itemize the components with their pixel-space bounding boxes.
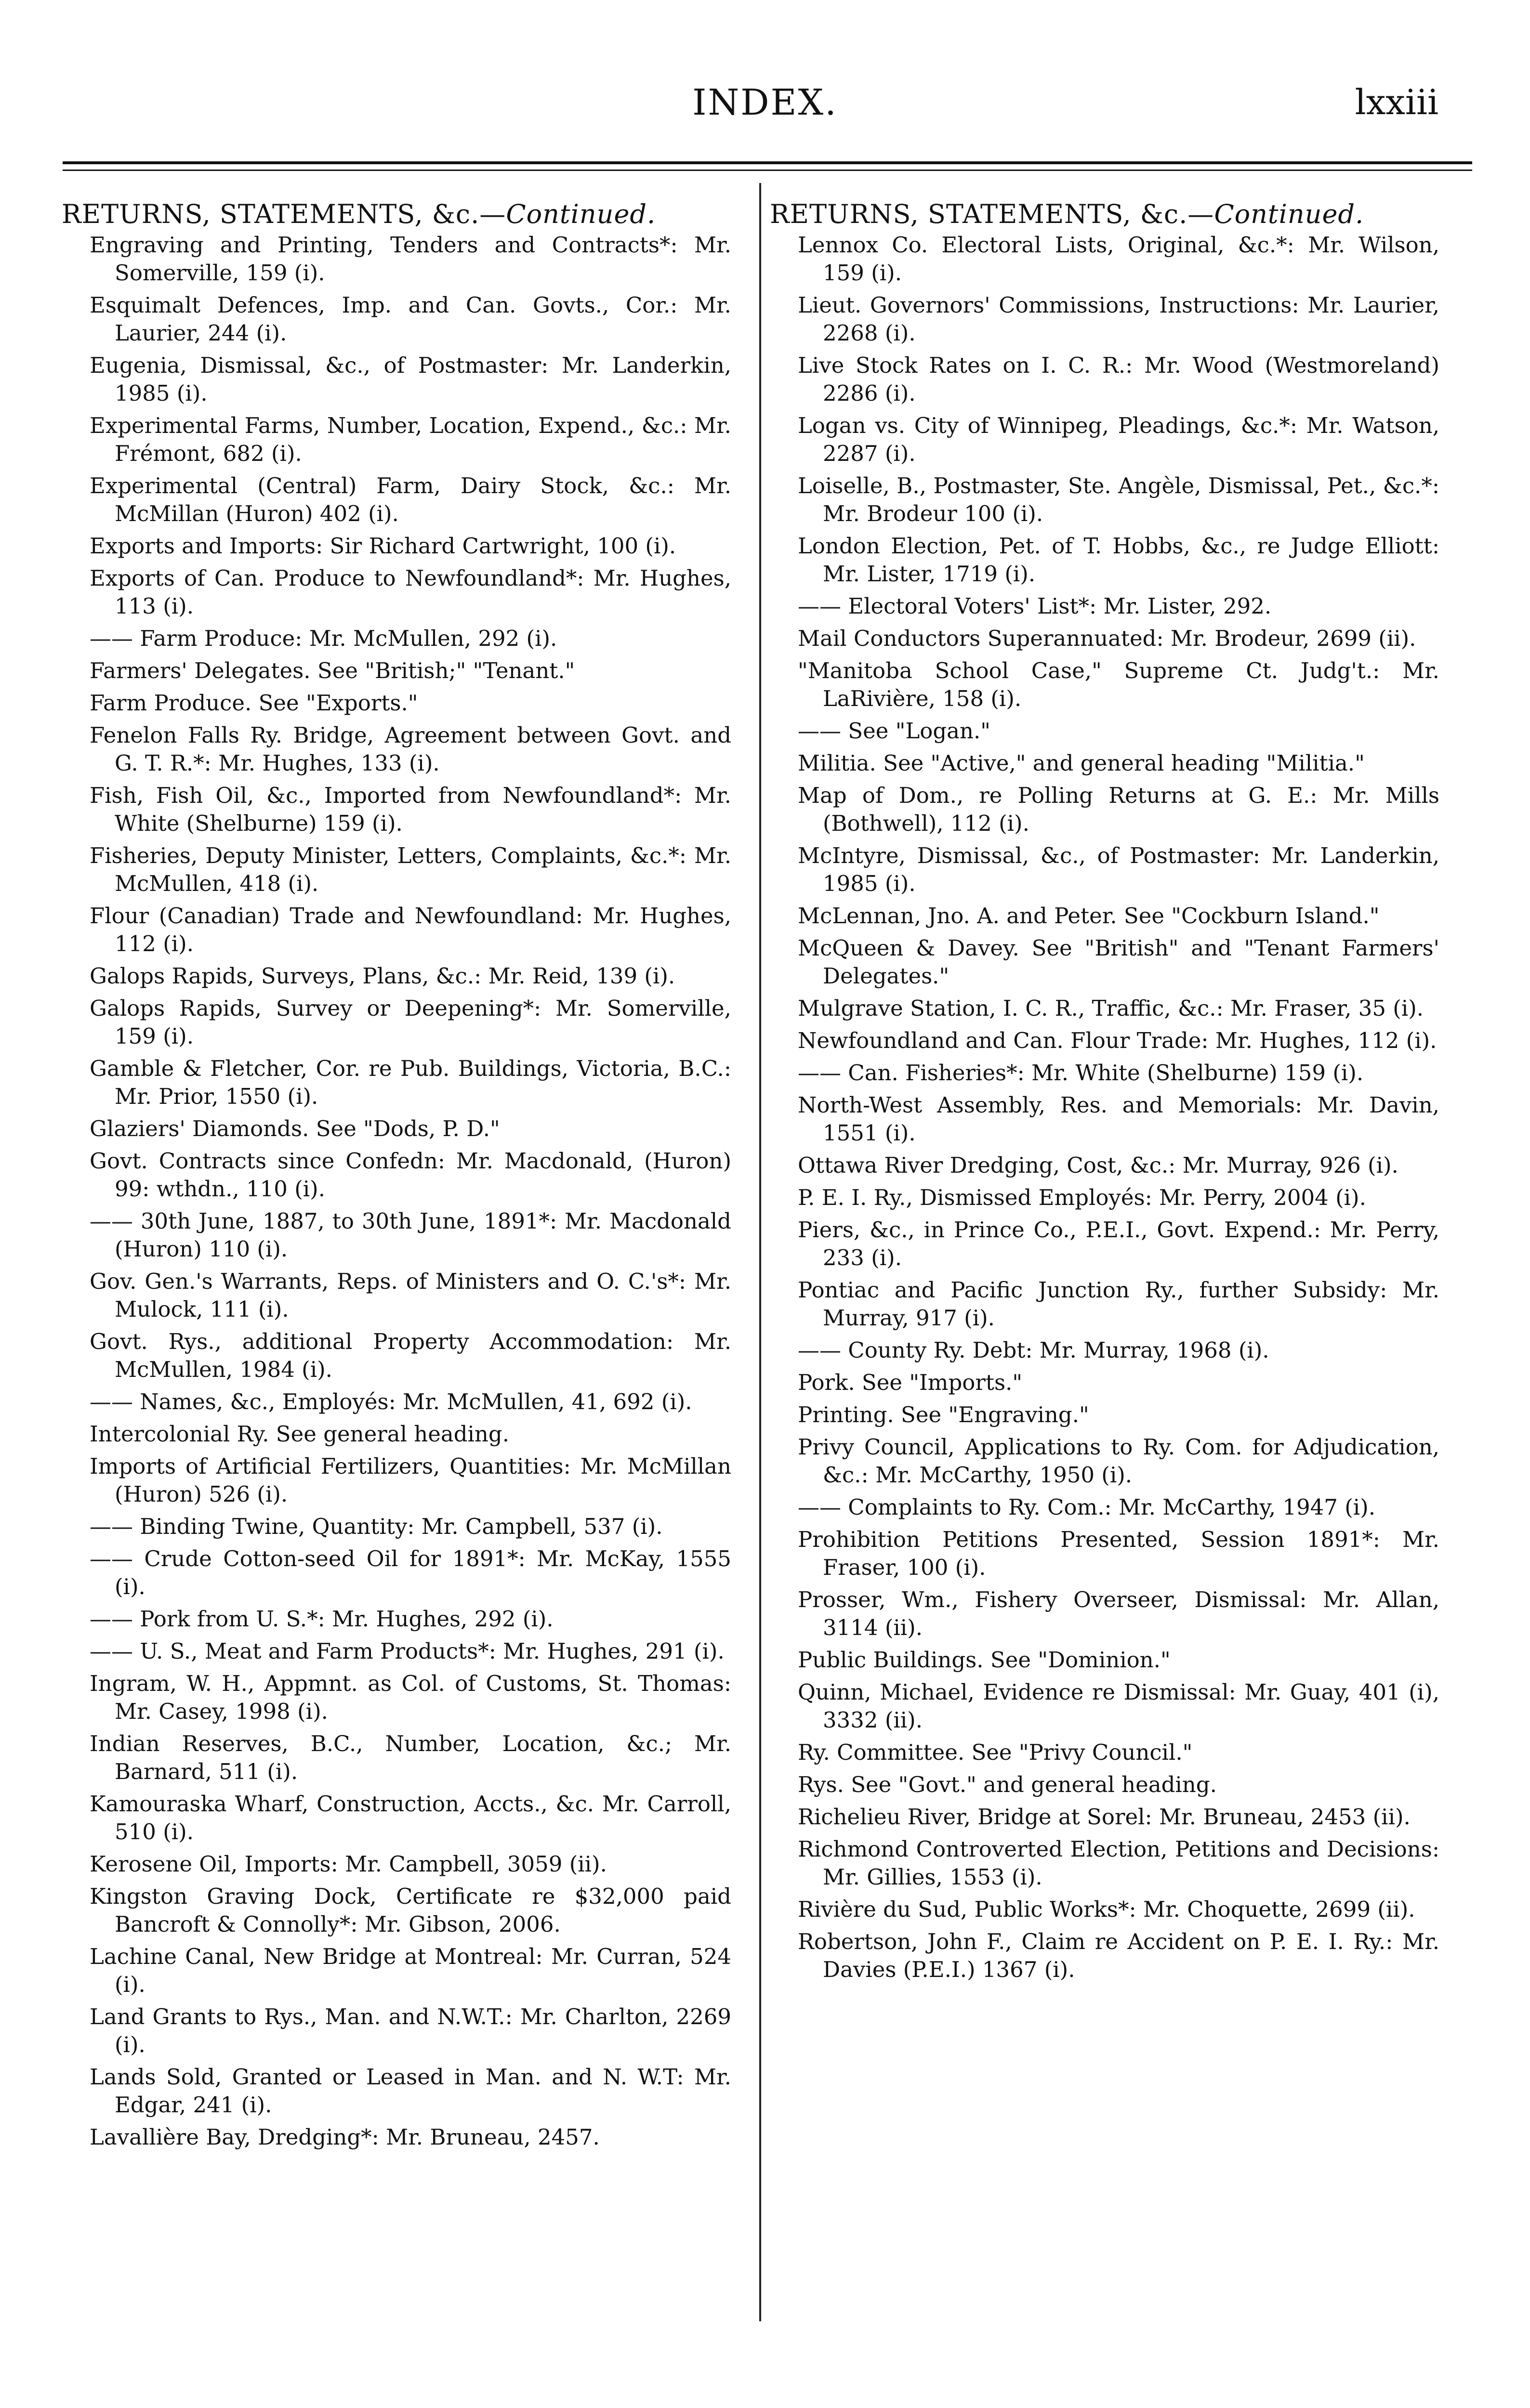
index-entry: Farm Produce. See "Exports." bbox=[90, 690, 418, 716]
index-entry: Eugenia, Dismissal, &c., of Postmaster: Mr. Landerkin, 1985 (i). bbox=[90, 353, 731, 406]
index-entry: Privy Council, Applications to Ry. Com. for Adjudication, &c.: Mr. McCarthy, 1950 (i). bbox=[798, 1434, 1439, 1488]
index-entry: "Manitoba School Case," Supreme Ct. Judg't.: Mr. LaRivière, 158 (i). bbox=[798, 658, 1439, 711]
index-entry: Flour (Canadian) Trade and Newfoundland: Mr. Hughes, 112 (i). bbox=[90, 903, 731, 956]
index-entry: Lavallière Bay, Dredging*: Mr. Bruneau, 2457. bbox=[90, 2124, 600, 2150]
column-heading bbox=[770, 197, 1439, 231]
index-column-right bbox=[770, 197, 1439, 1988]
index-entry: Engraving and Printing, Tenders and Contracts*: Mr. Somerville, 159 (i). bbox=[90, 232, 731, 286]
index-entry: Gamble & Fletcher, Cor. re Pub. Buildings, Victoria, B.C.: Mr. Prior, 1550 (i). bbox=[90, 1056, 731, 1109]
index-entry: Galops Rapids, Survey or Deepening*: Mr. Somerville, 159 (i). bbox=[90, 995, 731, 1049]
index-column-left bbox=[62, 197, 731, 2156]
index-entry: Lachine Canal, New Bridge at Montreal: Mr. Curran, 524 (i). bbox=[90, 1944, 731, 1997]
index-entry: Richelieu River, Bridge at Sorel: Mr. Bruneau, 2453 (ii). bbox=[798, 1804, 1411, 1830]
index-entry: Glaziers' Diamonds. See "Dods, P. D." bbox=[90, 1116, 500, 1141]
index-entry: —— Complaints to Ry. Com.: Mr. McCarthy, 1947 (i). bbox=[798, 1494, 1376, 1520]
index-entry: Esquimalt Defences, Imp. and Can. Govts., Cor.: Mr. Laurier, 244 (i). bbox=[90, 292, 731, 346]
index-entry: McQueen & Davey. See "British" and "Tenant Farmers' Delegates." bbox=[798, 935, 1439, 989]
index-entry: Gov. Gen.'s Warrants, Reps. of Ministers and O. C.'s*: Mr. Mulock, 111 (i). bbox=[90, 1269, 731, 1322]
index-entry: Kamouraska Wharf, Construction, Accts., &c. Mr. Carroll, 510 (i). bbox=[90, 1791, 731, 1845]
index-entry: Piers, &c., in Prince Co., P.E.I., Govt. Expend.: Mr. Perry, 233 (i). bbox=[798, 1217, 1439, 1270]
column-heading-main: RETURNS, STATEMENTS, &c.— bbox=[62, 199, 506, 229]
index-entry: Farmers' Delegates. See "British;" "Tenant." bbox=[90, 658, 575, 683]
index-entry: Militia. See "Active," and general heading "Militia." bbox=[798, 750, 1365, 776]
index-entry: Lands Sold, Granted or Leased in Man. and N. W.T: Mr. Edgar, 241 (i). bbox=[90, 2064, 731, 2118]
index-entry: —— See "Logan." bbox=[798, 718, 990, 744]
index-entry: Lieut. Governors' Commissions, Instructions: Mr. Laurier, 2268 (i). bbox=[798, 292, 1439, 346]
column-heading bbox=[62, 197, 731, 231]
index-entry: Pork. See "Imports." bbox=[798, 1370, 1023, 1395]
index-entry: Public Buildings. See "Dominion." bbox=[798, 1647, 1171, 1673]
index-entry: Galops Rapids, Surveys, Plans, &c.: Mr. Reid, 139 (i). bbox=[90, 963, 675, 989]
index-entry: —— Names, &c., Employés: Mr. McMullen, 41, 692 (i). bbox=[90, 1389, 692, 1414]
index-entry: Land Grants to Rys., Man. and N.W.T.: Mr. Charlton, 2269 (i). bbox=[90, 2004, 731, 2057]
index-entry: Pontiac and Pacific Junction Ry., further Subsidy: Mr. Murray, 917 (i). bbox=[798, 1277, 1439, 1331]
index-entry: Experimental Farms, Number, Location, Expend., &c.: Mr. Frémont, 682 (i). bbox=[90, 413, 731, 466]
index-entry: —— 30th June, 1887, to 30th June, 1891*: Mr. Macdonald (Huron) 110 (i). bbox=[90, 1208, 731, 1262]
index-entry: Mulgrave Station, I. C. R., Traffic, &c.: Mr. Fraser, 35 (i). bbox=[798, 995, 1424, 1021]
index-entry: Live Stock Rates on I. C. R.: Mr. Wood (Westmoreland) 2286 (i). bbox=[798, 353, 1439, 406]
index-entry: Exports of Can. Produce to Newfoundland*: Mr. Hughes, 113 (i). bbox=[90, 565, 731, 619]
index-entry: Kerosene Oil, Imports: Mr. Campbell, 3059 (ii). bbox=[90, 1851, 607, 1877]
column-heading-continued: Continued. bbox=[506, 199, 656, 229]
index-entry: North-West Assembly, Res. and Memorials: Mr. Davin, 1551 (i). bbox=[798, 1092, 1439, 1146]
index-entry: Prohibition Petitions Presented, Session 1891*: Mr. Fraser, 100 (i). bbox=[798, 1527, 1439, 1580]
index-entry: Richmond Controverted Election, Petitions and Decisions: Mr. Gillies, 1553 (i). bbox=[798, 1836, 1439, 1890]
index-entry: McIntyre, Dismissal, &c., of Postmaster: Mr. Landerkin, 1985 (i). bbox=[798, 843, 1439, 896]
index-entry: Ingram, W. H., Appmnt. as Col. of Customs, St. Thomas: Mr. Casey, 1998 (i). bbox=[90, 1671, 731, 1724]
page-title: INDEX. bbox=[692, 82, 838, 123]
index-entry: Ottawa River Dredging, Cost, &c.: Mr. Murray, 926 (i). bbox=[798, 1152, 1398, 1178]
index-entry: Kingston Graving Dock, Certificate re $32,000 paid Bancroft & Connolly*: Mr. Gibson, 2006. bbox=[90, 1884, 731, 1937]
index-entry: Rivière du Sud, Public Works*: Mr. Choquette, 2699 (ii). bbox=[798, 1897, 1415, 1922]
index-entry: Exports and Imports: Sir Richard Cartwright, 100 (i). bbox=[90, 533, 676, 559]
index-entry: Govt. Contracts since Confedn: Mr. Macdonald, (Huron) 99: wthdn., 110 (i). bbox=[90, 1148, 731, 1202]
index-entry: —— County Ry. Debt: Mr. Murray, 1968 (i). bbox=[798, 1337, 1269, 1363]
column-heading-main: RETURNS, STATEMENTS, &c.— bbox=[770, 199, 1214, 229]
index-entry: —— Binding Twine, Quantity: Mr. Campbell, 537 (i). bbox=[90, 1514, 663, 1539]
index-entry: Intercolonial Ry. See general heading. bbox=[90, 1421, 510, 1447]
entry-list bbox=[770, 231, 1439, 1984]
index-entry: Loiselle, B., Postmaster, Ste. Angèle, Dismissal, Pet., &c.*: Mr. Brodeur 100 (i). bbox=[798, 473, 1439, 526]
index-entry: —— U. S., Meat and Farm Products*: Mr. Hughes, 291 (i). bbox=[90, 1638, 725, 1664]
index-entry: P. E. I. Ry., Dismissed Employés: Mr. Perry, 2004 (i). bbox=[798, 1185, 1366, 1210]
entry-list bbox=[62, 231, 731, 2151]
index-entry: Robertson, John F., Claim re Accident on P. E. I. Ry.: Mr. Davies (P.E.I.) 1367 (i). bbox=[798, 1929, 1439, 1982]
page-number: lxxiii bbox=[1355, 82, 1438, 122]
index-entry: —— Crude Cotton-seed Oil for 1891*: Mr. McKay, 1555 (i). bbox=[90, 1546, 731, 1599]
index-entry: Lennox Co. Electoral Lists, Original, &c.*: Mr. Wilson, 159 (i). bbox=[798, 232, 1439, 286]
index-entry: Quinn, Michael, Evidence re Dismissal: Mr. Guay, 401 (i), 3332 (ii). bbox=[798, 1679, 1439, 1733]
header-rule bbox=[63, 161, 1472, 164]
index-entry: Map of Dom., re Polling Returns at G. E.: Mr. Mills (Bothwell), 112 (i). bbox=[798, 783, 1439, 836]
index-entry: Experimental (Central) Farm, Dairy Stock, &c.: Mr. McMillan (Huron) 402 (i). bbox=[90, 473, 731, 526]
index-entry: McLennan, Jno. A. and Peter. See "Cockburn Island." bbox=[798, 903, 1380, 929]
index-entry: Printing. See "Engraving." bbox=[798, 1402, 1089, 1427]
index-entry: Fisheries, Deputy Minister, Letters, Complaints, &c.*: Mr. McMullen, 418 (i). bbox=[90, 843, 731, 896]
index-entry: —— Can. Fisheries*: Mr. White (Shelburne) 159 (i). bbox=[798, 1060, 1364, 1086]
index-entry: Newfoundland and Can. Flour Trade: Mr. Hughes, 112 (i). bbox=[798, 1028, 1437, 1053]
index-entry: Rys. See "Govt." and general heading. bbox=[798, 1772, 1217, 1797]
index-entry: —— Electoral Voters' List*: Mr. Lister, 292. bbox=[798, 593, 1272, 619]
index-entry: London Election, Pet. of T. Hobbs, &c., re Judge Elliott: Mr. Lister, 1719 (i). bbox=[798, 533, 1439, 587]
index-entry: Prosser, Wm., Fishery Overseer, Dismissal: Mr. Allan, 3114 (ii). bbox=[798, 1587, 1439, 1640]
index-entry: Imports of Artificial Fertilizers, Quantities: Mr. McMillan (Huron) 526 (i). bbox=[90, 1453, 731, 1507]
index-entry: —— Pork from U. S.*: Mr. Hughes, 292 (i). bbox=[90, 1606, 554, 1632]
header-rule-thin bbox=[63, 170, 1472, 171]
column-heading-continued: Continued. bbox=[1214, 199, 1364, 229]
index-entry: Fish, Fish Oil, &c., Imported from Newfoundland*: Mr. White (Shelburne) 159 (i). bbox=[90, 783, 731, 836]
index-entry: Indian Reserves, B.C., Number, Location, &c.; Mr. Barnard, 511 (i). bbox=[90, 1731, 731, 1784]
column-divider bbox=[759, 183, 761, 2321]
index-entry: —— Farm Produce: Mr. McMullen, 292 (i). bbox=[90, 626, 557, 651]
index-entry: Mail Conductors Superannuated: Mr. Brodeur, 2699 (ii). bbox=[798, 626, 1416, 651]
index-entry: Govt. Rys., additional Property Accommodation: Mr. McMullen, 1984 (i). bbox=[90, 1329, 731, 1382]
index-entry: Fenelon Falls Ry. Bridge, Agreement between Govt. and G. T. R.*: Mr. Hughes, 133 (i). bbox=[90, 722, 731, 776]
index-entry: Ry. Committee. See "Privy Council." bbox=[798, 1740, 1193, 1765]
index-entry: Logan vs. City of Winnipeg, Pleadings, &c.*: Mr. Watson, 2287 (i). bbox=[798, 413, 1439, 466]
